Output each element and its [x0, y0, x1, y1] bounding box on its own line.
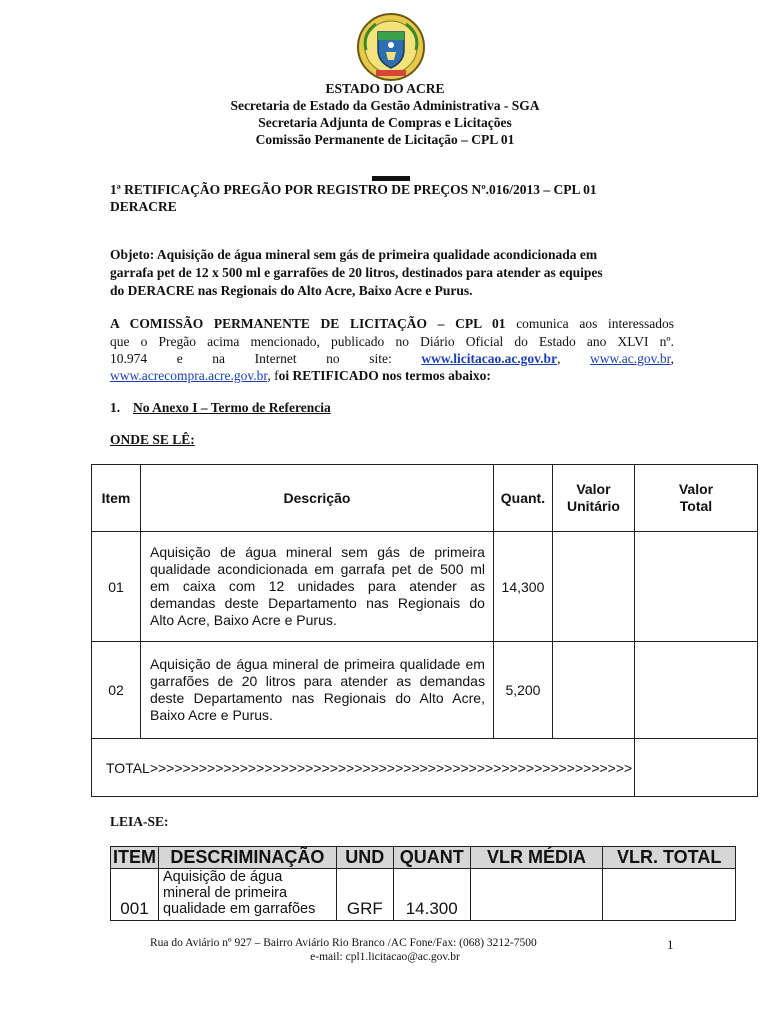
gazette-number: 10.974	[110, 351, 148, 366]
descr-line-3: qualidade em garrafões	[162, 901, 316, 917]
item-number: 02	[92, 642, 141, 739]
col2-descriminacao: DESCRIMINAÇÃO	[158, 847, 336, 869]
retificado-text: oi RETIFICADO nos termos abaixo:	[278, 368, 491, 383]
table2-header-row	[111, 847, 736, 869]
link-licitacao[interactable]: www.licitacao.ac.gov.br	[421, 351, 558, 366]
item-quantity: 5,200	[493, 642, 552, 739]
header-secretaria: Secretaria de Estado da Gestão Administrativa - SGA	[230, 98, 540, 113]
table-row	[92, 532, 758, 642]
link-ac-gov[interactable]: www.ac.gov.br	[590, 351, 671, 366]
objeto-line-2: garrafa pet de 12 x 500 ml e garrafões de 20 litros, destinados para atender as equipes	[110, 265, 603, 280]
page-number: 1	[667, 937, 674, 952]
col2-und: UND	[336, 847, 393, 869]
comissao-rest: comunica aos interessados	[505, 316, 674, 331]
item2-number: 001	[111, 869, 159, 921]
section-title: No Anexo I – Termo de Referencia	[133, 400, 331, 415]
descr-line-1: Aquisição de água	[162, 869, 283, 885]
comissao-line-1	[110, 315, 674, 333]
original-items-table	[91, 464, 758, 797]
table-total-row	[92, 739, 758, 797]
coat-of-arms-seal	[356, 12, 426, 82]
item-description: Aquisição de água mineral sem gás de primeira qualidade acondicionada em garrafa pet de 500 ml em caixa com 12 unidades para atender as demandas deste Departamento nas Regionais do Alto Acre, Baixo Acre e Purus.	[140, 532, 493, 642]
comma-1: ,	[557, 351, 561, 366]
document-title-line2: DERACRE	[110, 199, 177, 214]
item2-vlr-media	[470, 869, 603, 921]
word-site: site:	[369, 351, 392, 366]
valor-total-label-1: Valor	[678, 481, 714, 497]
item-total-value	[634, 642, 757, 739]
item-description: Aquisição de água mineral de primeira qualidade em garrafões de 20 litros para atender as demandas deste Departamento nas Regionais do Alto Acre, Baixo Acre e Purus.	[140, 642, 493, 739]
col2-item: ITEM	[111, 847, 159, 869]
onde-se-le: ONDE SE LÊ:	[110, 432, 195, 447]
item2-quantity: 14.300	[393, 869, 470, 921]
col-quant: Quant.	[493, 465, 552, 532]
valor-unit-label-1: Valor	[576, 481, 611, 497]
item-number: 01	[92, 532, 141, 642]
table-row	[92, 642, 758, 739]
item2-vlr-total	[603, 869, 736, 921]
corrected-items-table	[110, 846, 736, 921]
col2-quant: QUANT	[393, 847, 470, 869]
item-total-value	[634, 532, 757, 642]
header-state: ESTADO DO ACRE	[325, 81, 445, 96]
table-header-row	[92, 465, 758, 532]
leia-se: LEIA-SE:	[110, 814, 169, 829]
comma-2: ,	[670, 351, 674, 366]
comissao-line-4	[110, 367, 491, 385]
item2-description	[158, 869, 336, 921]
item-unit-value	[552, 642, 634, 739]
word-e: e	[176, 351, 183, 366]
total-value	[634, 739, 757, 797]
footer-email: e-mail: cpl1.licitacao@ac.gov.br	[310, 951, 460, 963]
word-na: na	[212, 351, 226, 366]
word-internet: Internet	[254, 351, 297, 366]
col2-vlr-total: VLR. TOTAL	[603, 847, 736, 869]
col-valor-total	[634, 465, 757, 532]
item-quantity: 14,300	[493, 532, 552, 642]
objeto-line-3: do DERACRE nas Regionais do Alto Acre, Baixo Acre e Purus.	[110, 283, 473, 298]
table-row	[111, 869, 736, 921]
descr-line-2: mineral de primeira	[162, 885, 288, 901]
item2-unit: GRF	[336, 869, 393, 921]
comissao-line-3	[110, 350, 674, 368]
col-item: Item	[92, 465, 141, 532]
item-unit-value	[552, 532, 634, 642]
valor-total-label-2: Total	[679, 498, 713, 514]
valor-unit-label-2: Unitário	[567, 498, 620, 514]
col2-vlr-media: VLR MÉDIA	[470, 847, 603, 869]
header-secretaria-adjunta: Secretaria Adjunta de Compras e Licitações	[258, 115, 512, 130]
line4-mid: , f	[267, 368, 279, 383]
comissao-line-2: que o Pregão acima mencionado, publicado no Diário Oficial do Estado ano XLVI nº.	[110, 334, 674, 349]
col-valor-unitario	[552, 465, 634, 532]
word-no: no	[326, 351, 340, 366]
header-comissao: Comissão Permanente de Licitação – CPL 01	[255, 132, 515, 147]
link-acrecompra[interactable]: www.acrecompra.acre.gov.br	[110, 368, 268, 383]
total-label: TOTAL>>>>>>>>>>>>>>>>>>>>>>>>>>>>>>>>>>>>>>>>>>>>>>>>>>>>>>>>>>>	[92, 739, 635, 797]
objeto-line-1: Objeto: Aquisição de água mineral sem gás de primeira qualidade acondicionada em	[110, 247, 598, 262]
section-number: 1.	[110, 400, 121, 415]
col-descricao: Descrição	[140, 465, 493, 532]
document-title: 1ª RETIFICAÇÃO PREGÃO POR REGISTRO DE PREÇOS Nº.016/2013 – CPL 01	[110, 182, 597, 197]
comissao-lead: A COMISSÃO PERMANENTE DE LICITAÇÃO – CPL 01	[110, 316, 506, 331]
footer-address: Rua do Aviário nº 927 – Bairro Aviário Rio Branco /AC Fone/Fax: (068) 3212-7500	[150, 937, 537, 949]
